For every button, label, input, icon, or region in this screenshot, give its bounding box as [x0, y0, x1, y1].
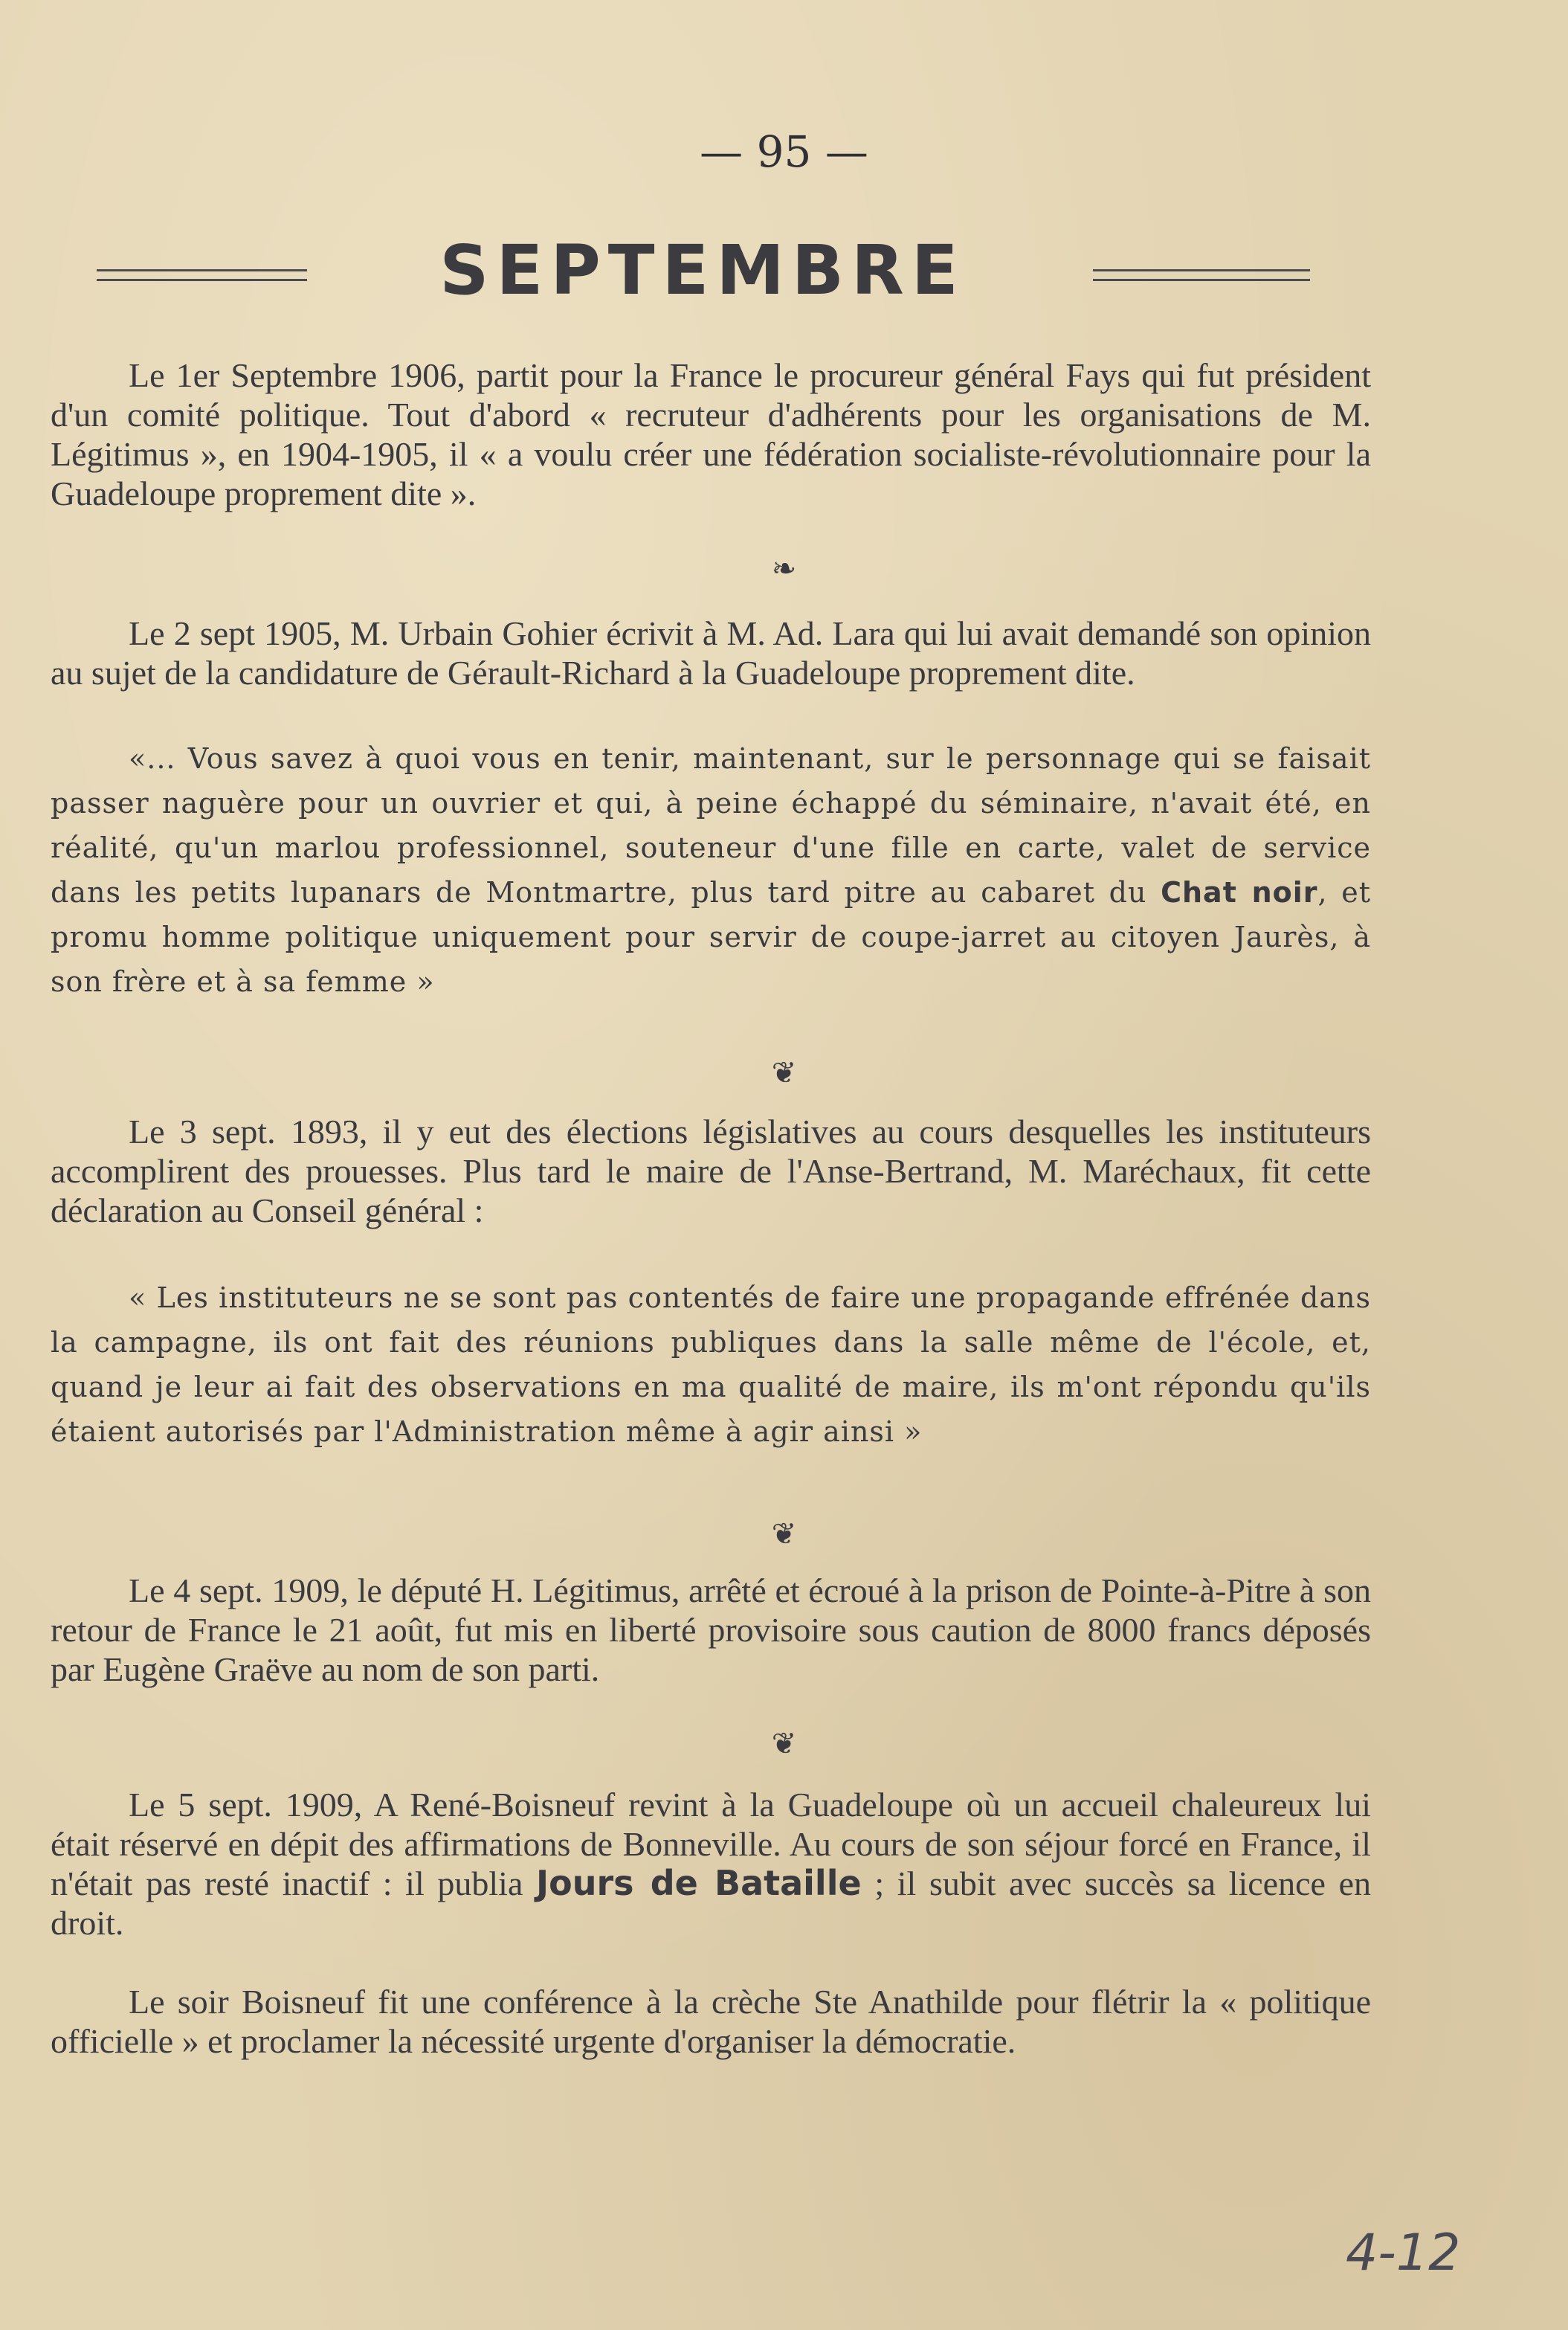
entry-sept-5-paragraph-2: Le soir Boisneuf fit une conférence à la crèche Ste Anathilde pour flétrir la « politique officielle » et proclamer la nécessité urgente d'organiser la démocratie. [51, 1983, 1371, 2060]
entry-sept-2: Le 2 sept 1905, M. Urbain Gohier écrivit à M. Ad. Lara qui lui avait demandé son opinion au sujet de la candidature de Gérault-Richard à la Guadeloupe proprement dite. [51, 614, 1371, 692]
quote-emphasis-chat-noir: Chat noir [1161, 876, 1318, 909]
section-heading: SEPTEMBRE [439, 231, 966, 310]
quote-gohier-text: «... Vous savez à quoi vous en tenir, maintenant, sur le personnage qui se faisait passer naguère pour un ouvrier et qui, à peine échappé du séminaire, n'avait été, en réalité, qu'un marlou professionnel, souteneur d'une fille en carte, valet de service dans les petits lupanars de Montmartre, plus tard pitre au cabaret du [51, 742, 1371, 909]
ornament-divider: ❦ [771, 1056, 797, 1090]
ornament-divider: ❦ [771, 1727, 797, 1761]
entry-sept-1: Le 1er Septembre 1906, partit pour la France le procureur général Fays qui fut président d'un comité politique. Tout d'abord « recruteur d'adhérents pour les organisations de M. Légitimus », en 1904-1905, il « a voulu créer une fédération socialiste-révolutionnaire pour la Guadeloupe proprement dite ». [51, 356, 1371, 512]
entry-sept-5-end: ; il subit avec succès sa licence en droit. [51, 1864, 1371, 1942]
page-number: — 95 — [700, 126, 868, 177]
book-title-jours-de-bataille: Jours de Bataille [536, 1863, 862, 1903]
entry-sept-5-text: Le 5 sept. 1909, A René-Boisneuf revint à la Guadeloupe où un accueil chaleureux lui était réservé en dépit des affirmations de Bonneville. Au cours de son séjour forcé en France, il n'était pas resté inactif : il publia [51, 1786, 1371, 1902]
entry-sept-4: Le 4 sept. 1909, le député H. Légitimus, arrêté et écroué à la prison de Pointe-à-Pitre à son retour de France le 21 août, fut mis en liberté provisoire sous caution de 8000 francs déposés par Eugène Graëve au nom de son parti. [51, 1571, 1371, 1688]
entry-sept-3: Le 3 sept. 1893, il y eut des élections législatives au cours desquelles les instituteurs accomplirent des prouesses. Plus tard le maire de l'Anse-Bertrand, M. Maréchaux, fit cette déclaration au Conseil général : [51, 1113, 1371, 1229]
quote-gohier [51, 736, 1371, 1004]
heading-rule-left [97, 269, 307, 281]
quote-marechaux: « Les instituteurs ne se sont pas contentés de faire une propagande effrénée dans la campagne, ils ont fait des réunions publiques dans la salle même de l'école, et, quand je leur ai fait des observations en ma qualité de maire, ils m'ont répondu qu'ils étaient autorisés par l'Administration même à agir ainsi » [51, 1281, 1371, 1448]
handwritten-note: 4-12 [1346, 2224, 1461, 2282]
ornament-divider: ❦ [771, 1517, 797, 1551]
heading-rule-right [1093, 269, 1310, 281]
entry-sept-5 [51, 1785, 1371, 1943]
quote-gohier-end: , et promu homme politique uniquement pour servir de coupe-jarret au citoyen Jaurès, à son frère et à sa femme » [51, 876, 1371, 998]
section-heading-row [0, 231, 1568, 312]
ornament-divider: ❧ [771, 552, 797, 586]
